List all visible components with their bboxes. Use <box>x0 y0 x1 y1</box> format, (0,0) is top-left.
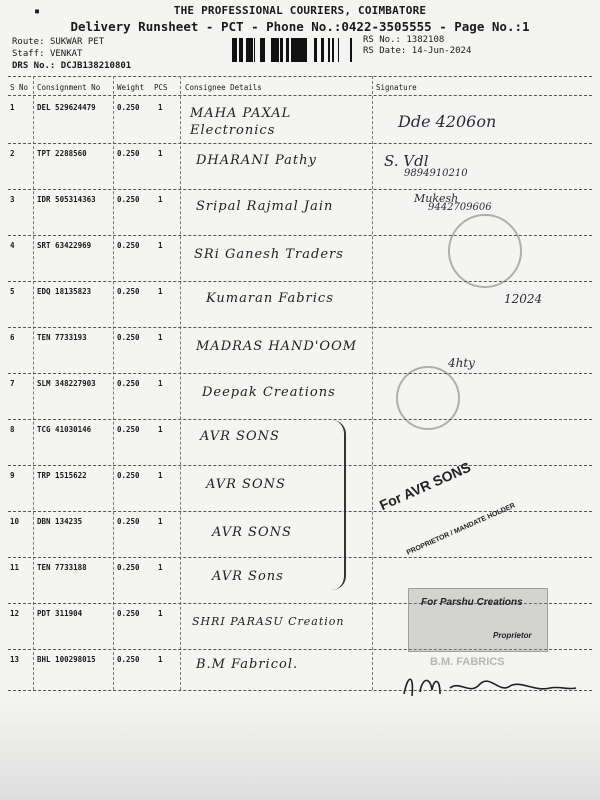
row-weight: 0.250 <box>117 471 140 480</box>
row-consignment: TRP 1515622 <box>37 471 87 480</box>
row-consignee: MAHA PAXAL Electronics <box>190 106 292 138</box>
row-consignee: AVR SONS <box>212 525 292 540</box>
barcode-bar <box>262 38 263 62</box>
table-row <box>0 511 600 557</box>
table-row <box>0 143 600 189</box>
row-sno: 12 <box>10 609 20 618</box>
col-header-pcs: PCS <box>154 83 168 92</box>
row-weight: 0.250 <box>117 379 140 388</box>
row-consignee: B.M Fabricol. <box>196 657 299 672</box>
parshu-creations-stamp <box>408 588 548 652</box>
barcode-bar <box>299 38 300 62</box>
row-consignment: EDQ 18135823 <box>37 287 92 296</box>
barcode-bar <box>248 38 251 62</box>
row-pcs: 1 <box>158 287 163 296</box>
drs-line: DRS No.: DCJB138210801 <box>12 61 132 71</box>
parshu-stamp-sub: Proprietor <box>493 631 532 640</box>
signature-row5: 12024 <box>504 292 543 306</box>
barcode-bar <box>263 38 265 62</box>
barcode-bar <box>328 38 330 62</box>
barcode-bar <box>286 38 289 62</box>
row-pcs: 1 <box>158 333 163 342</box>
bm-fabrics-signature <box>400 668 580 702</box>
row-weight: 0.250 <box>117 655 140 664</box>
table-row <box>0 327 600 373</box>
row-consignment: TPT 2288560 <box>37 149 87 158</box>
row-sno: 5 <box>10 287 15 296</box>
barcode-bar <box>276 38 279 62</box>
row-pcs: 1 <box>158 425 163 434</box>
row-consignment: BHL 100298015 <box>37 655 96 664</box>
row-sno: 9 <box>10 471 15 480</box>
row-pcs: 1 <box>158 609 163 618</box>
barcode-bar <box>280 38 283 62</box>
row-sno: 6 <box>10 333 15 342</box>
barcode-bar <box>273 38 276 62</box>
barcode-bar <box>234 38 236 62</box>
row-sno: 8 <box>10 425 15 434</box>
barcode-bar <box>305 38 307 62</box>
route-block <box>12 36 131 72</box>
row-consignee: SRi Ganesh Traders <box>194 247 344 262</box>
barcode-image <box>232 38 356 62</box>
corner-mark: ▪ <box>34 6 41 17</box>
barcode-bar <box>333 38 334 62</box>
grouping-brace <box>326 420 346 590</box>
row-pcs: 1 <box>158 149 163 158</box>
row-sno: 11 <box>10 563 20 572</box>
barcode-bar <box>314 38 317 62</box>
row-pcs: 1 <box>158 655 163 664</box>
barcode-bar <box>321 38 324 62</box>
barcode-bar <box>300 38 303 62</box>
row-sno: 4 <box>10 241 15 250</box>
barcode-bar <box>242 38 243 62</box>
rs-no-line: RS No.: 1382108 <box>363 35 445 45</box>
row-sno: 2 <box>10 149 15 158</box>
row-consignee: AVR SONS <box>206 477 286 492</box>
row-weight: 0.250 <box>117 425 140 434</box>
barcode-bar <box>254 38 255 62</box>
row-sno: 13 <box>10 655 20 664</box>
row-consignment: SLM 348227903 <box>37 379 96 388</box>
row-weight: 0.250 <box>117 149 140 158</box>
row-weight: 0.250 <box>117 287 140 296</box>
barcode-bar <box>332 38 333 62</box>
signature-row3-phone: 9442709606 <box>428 202 492 213</box>
row-weight: 0.250 <box>117 609 140 618</box>
row-pcs: 1 <box>158 379 163 388</box>
table-header-rule <box>8 95 592 96</box>
barcode-bar <box>236 38 237 62</box>
barcode-bar <box>296 38 299 62</box>
row-consignment: PDT 311904 <box>37 609 83 618</box>
row-consignee: AVR Sons <box>212 569 284 584</box>
col-header-consignee: Consignee Details <box>185 83 262 92</box>
barcode-bar <box>232 38 234 62</box>
row-pcs: 1 <box>158 103 163 112</box>
row-consignment: TEN 7733188 <box>37 563 87 572</box>
row-consignment: SRT 63422969 <box>37 241 92 250</box>
signature-row2-phone: 9894910210 <box>404 168 468 179</box>
row-pcs: 1 <box>158 241 163 250</box>
row-sno: 1 <box>10 103 15 112</box>
table-row <box>0 373 600 419</box>
row-weight: 0.250 <box>117 517 140 526</box>
round-stamp <box>448 214 522 288</box>
row-consignment: TCG 41030146 <box>37 425 92 434</box>
table-row <box>0 97 600 143</box>
row-consignee: Sripal Rajmal Jain <box>196 199 334 214</box>
row-consignee: Deepak Creations <box>202 385 336 400</box>
barcode-bar <box>303 38 305 62</box>
row-pcs: 1 <box>158 517 163 526</box>
table-top-rule <box>8 76 592 77</box>
avr-sons-stamp-sub: PROPRIETOR / MANDATE HOLDER <box>405 502 517 557</box>
staff-value: VENKAT <box>49 49 83 59</box>
barcode-bar <box>291 38 293 62</box>
row-consignee: SHRI PARASU Creation <box>192 615 345 628</box>
route-value: SUKWAR PET <box>49 37 105 47</box>
col-header-sno: S No <box>10 83 29 92</box>
row-weight: 0.250 <box>117 241 140 250</box>
barcode-bar <box>293 38 296 62</box>
runsheet-subtitle: Delivery Runsheet - PCT - Phone No.:0422-3505555 - Page No.:1 <box>70 19 530 34</box>
signature-row6: 4hty <box>448 356 475 370</box>
row-sno: 10 <box>10 517 20 526</box>
row-consignment: DEL 529624479 <box>37 103 96 112</box>
staff-line: Staff: VENKAT <box>12 49 83 59</box>
row-consignee: MADRAS HAND'OOM <box>196 339 358 354</box>
row-consignment: DBN 134235 <box>37 517 83 526</box>
avr-sons-stamp: For AVR SONS <box>376 458 474 514</box>
rs-date-value: 14-Jun-2024 <box>411 46 472 56</box>
row-sno: 3 <box>10 195 15 204</box>
row-consignment: IDR 505314363 <box>37 195 96 204</box>
col-header-weight: Weight <box>117 83 145 92</box>
signature-row2: S. Vdl <box>384 152 429 170</box>
parshu-stamp-title: For Parshu Creations <box>421 597 523 608</box>
barcode-bar <box>350 38 352 62</box>
bm-fabrics-stamp: B.M. FABRICS <box>430 656 505 668</box>
row-weight: 0.250 <box>117 195 140 204</box>
barcode-bar <box>246 38 248 62</box>
table-row <box>0 419 600 465</box>
page-bottom-shade <box>0 700 600 800</box>
row-pcs: 1 <box>158 563 163 572</box>
barcode-bar <box>239 38 242 62</box>
barcode-bar <box>271 38 273 62</box>
row-weight: 0.250 <box>117 333 140 342</box>
round-stamp <box>396 366 460 430</box>
row-consignee: DHARANI Pathy <box>196 153 317 168</box>
row-consignee: Kumaran Fabrics <box>206 291 334 306</box>
row-sno: 7 <box>10 379 15 388</box>
drs-value: DCJB138210801 <box>60 61 132 71</box>
row-pcs: 1 <box>158 195 163 204</box>
row-pcs: 1 <box>158 471 163 480</box>
signature-row3: Mukesh <box>414 192 459 205</box>
route-line: Route: SUKWAR PET <box>12 37 105 47</box>
rs-block <box>363 35 471 57</box>
company-title: THE PROFESSIONAL COURIERS, COIMBATORE <box>173 4 427 17</box>
rs-date-line: RS Date: 14-Jun-2024 <box>363 46 472 56</box>
row-weight: 0.250 <box>117 103 140 112</box>
barcode-bar <box>260 38 262 62</box>
barcode-bar <box>251 38 253 62</box>
row-consignment: TEN 7733193 <box>37 333 87 342</box>
col-header-signature: Signature <box>376 83 417 92</box>
row-consignee: AVR SONS <box>200 429 280 444</box>
rs-no-value: 1382108 <box>406 35 445 45</box>
col-header-consignment: Consignment No <box>37 83 101 92</box>
signature-row1: Dde 4206on <box>398 112 497 131</box>
row-weight: 0.250 <box>117 563 140 572</box>
barcode-bar <box>338 38 339 62</box>
